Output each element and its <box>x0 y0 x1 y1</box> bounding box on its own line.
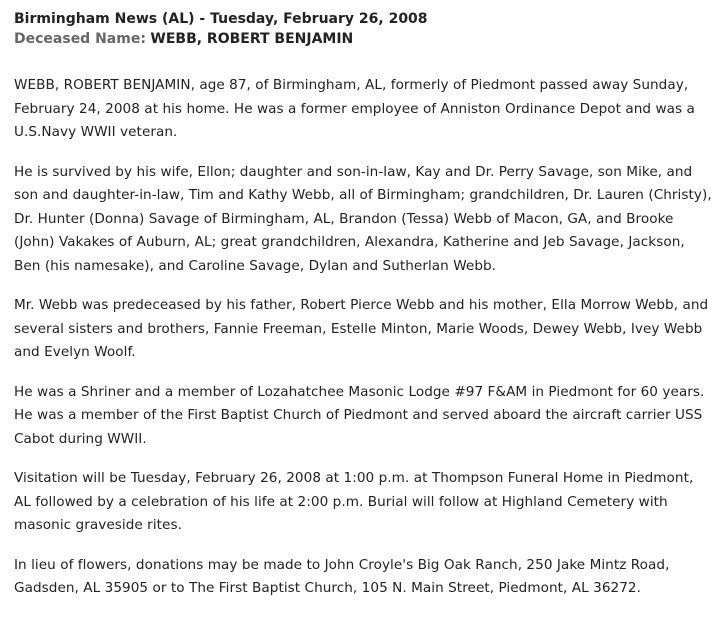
article-headline: Birmingham News (AL) - Tuesday, February 26, 2008 <box>14 11 428 27</box>
deceased-name-value: WEBB, ROBERT BENJAMIN <box>150 31 354 47</box>
obituary-article <box>14 10 714 617</box>
paragraph-visitation: Visitation will be Tuesday, February 26, 2008 at 1:00 p.m. at Thompson Funeral Home in Piedmont, AL followed by a celebration of his life at 2:00 p.m. Burial will follow at Highland Cemetery with masonic graveside rites. <box>14 470 694 533</box>
deceased-name-label: Deceased Name: <box>14 31 146 47</box>
paragraph-survivors: He is survived by his wife, Ellon; daughter and son-in-law, Kay and Dr. Perry Savage, son Mike, and son and daughter-in-law, Tim and Kathy Webb, all of Birmingham; grandchildren, Dr. Lauren (Christy), Dr. Hunter (Donna) Savage of Birmingham, AL, Brandon (Tessa) Webb of Macon, GA, and Brooke (John) Vakakes of Auburn, AL; great grandchildren, Alexandra, Katherine and Jeb Savage, Jackson, Ben (his namesake), and Caroline Savage, Dylan and Sutherlan Webb. <box>14 163 712 274</box>
deceased-name-line <box>14 30 714 48</box>
paragraph-memberships: He was a Shriner and a member of Lozahatchee Masonic Lodge #97 F&AM in Piedmont for 60 years. He was a member of the First Baptist Church of Piedmont and served aboard the aircraft carrier USS Cabot during WWII. <box>14 383 705 447</box>
paragraph-donations: In lieu of flowers, donations may be made to John Croyle's Big Oak Ranch, 250 Jake Mintz Road, Gadsden, AL 35905 or to The First Baptist Church, 105 N. Main Street, Piedmont, AL 36272. <box>14 556 670 596</box>
paragraph-intro: WEBB, ROBERT BENJAMIN, age 87, of Birmingham, AL, formerly of Piedmont passed away Sunday, February 24, 2008 at his home. He was a former employee of Anniston Ordinance Depot and was a U.S.Navy WWII veteran. <box>14 77 695 140</box>
paragraph-predeceased: Mr. Webb was predeceased by his father, Robert Pierce Webb and his mother, Ella Morrow Webb, and several sisters and brothers, Fannie Freeman, Estelle Minton, Marie Woods, Dewey Webb, Ivey Webb and Evelyn Woolf. <box>14 297 709 360</box>
article-body <box>14 74 714 601</box>
